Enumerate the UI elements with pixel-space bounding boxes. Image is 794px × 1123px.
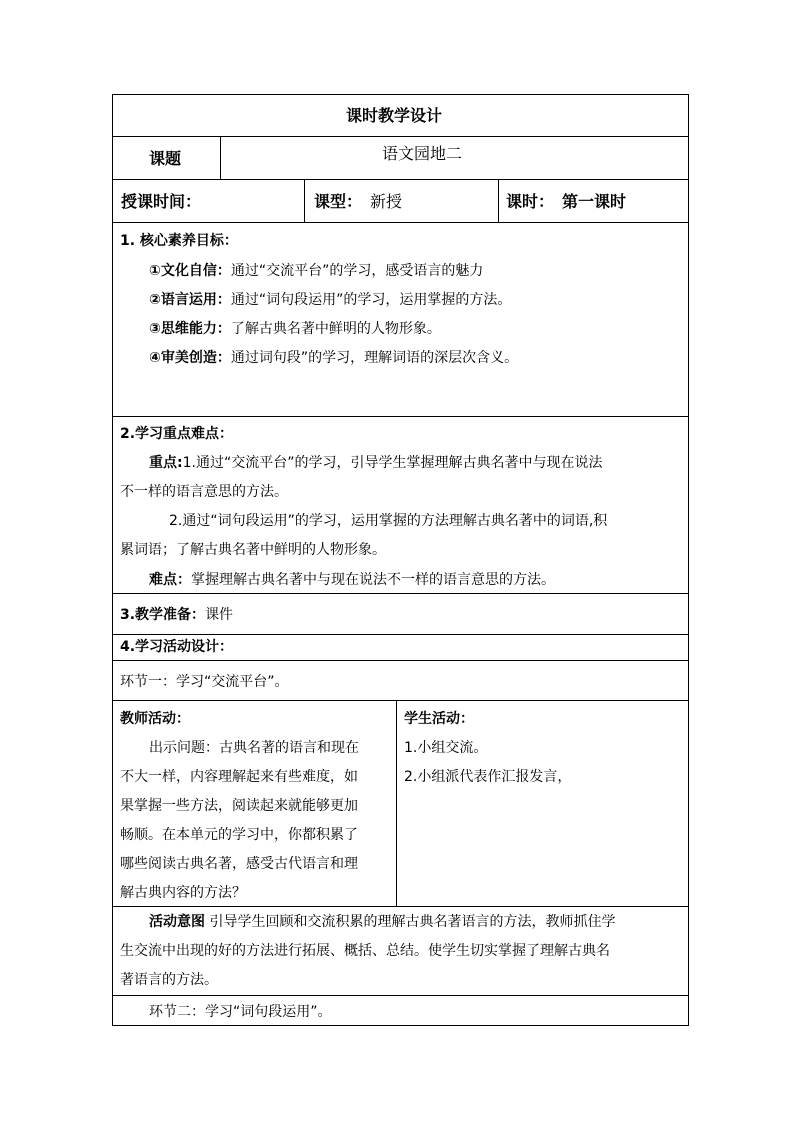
goal-text: 通过“词句段运用”的学习，运用掌握的方法。 (230, 292, 512, 308)
goal-item (149, 319, 441, 339)
focus-section (113, 417, 688, 594)
difficulty (149, 570, 555, 590)
intent-text: 生交流中出现的好的方法进行拓展、概括、总结。使学生切实掌握了理解古典名 (120, 943, 610, 959)
key-point-2: 2.通过“词句段运用”的学习，运用掌握的方法理解古典名著中的词语,积 (169, 513, 608, 529)
title-row (113, 95, 688, 137)
student-heading: 学生活动： (404, 711, 474, 727)
goal-text: 了解古典名著中鲜明的人物形象。 (230, 321, 441, 337)
teacher-heading: 教师活动： (120, 711, 190, 727)
intent-line (149, 912, 615, 932)
intent-label: 活动意图 (149, 914, 205, 930)
intent-text: 引导学生回顾和交流积累的理解古典名著语言的方法，教师抓住学 (209, 914, 616, 930)
teacher-line: 果掌握一些方法，阅读起来就能够更加 (120, 798, 358, 814)
period-value: 第一课时 (562, 192, 627, 211)
key-point-text: 不一样的语言意思的方法。 (120, 484, 288, 500)
period-label: 课时： (506, 192, 555, 211)
activities-row (113, 701, 688, 907)
teacher-line: 畅顺。在本单元的学习中，你都积累了 (120, 827, 358, 843)
topic-value: 语文园地二 (382, 144, 463, 163)
intent-row (113, 907, 688, 996)
lesson-info-row (113, 180, 688, 223)
student-item: 2.小组派代表作汇报发言， (404, 769, 572, 785)
column-divider (498, 180, 499, 222)
goals-section (113, 223, 688, 417)
type-label: 课型： (314, 192, 363, 211)
step2-title: 环节二：学习“词句段运用”。 (149, 1004, 332, 1020)
goal-label: ①文化自信： (149, 263, 231, 279)
key-label: 重点: (149, 455, 183, 471)
column-divider (304, 180, 305, 222)
step1-title-row (113, 661, 688, 701)
goal-label: ②语言运用： (149, 292, 231, 308)
lesson-plan-table (112, 94, 689, 1026)
key-point-text: 累词语；了解古典名著中鲜明的人物形象。 (120, 542, 386, 558)
goal-item (149, 261, 483, 281)
teacher-line: 不大一样，内容理解起来有些难度，如 (120, 769, 358, 785)
activity-design-row (113, 635, 688, 661)
goal-item (149, 290, 511, 310)
goal-label: ③思维能力： (149, 321, 231, 337)
goal-label: ④审美创造： (149, 350, 231, 366)
difficulty-text: 掌握理解古典名著中与现在说法不一样的语言意思的方法。 (191, 572, 555, 588)
goal-text: 通过“交流平台”的学习，感受语言的魅力 (230, 263, 484, 279)
goal-item (149, 348, 518, 368)
step2-title-row (113, 996, 688, 1025)
goal-text: 通过词句段”的学习，理解词语的深层次含义。 (230, 350, 519, 366)
key-point-1 (149, 453, 602, 473)
intent-text: 著语言的方法。 (120, 972, 218, 988)
focus-heading: 2.学习重点难点： (120, 426, 234, 442)
prep-value: 课件 (205, 607, 234, 623)
prep-line (120, 605, 233, 625)
column-divider (396, 701, 397, 906)
goals-heading: 1. 核心素养目标： (120, 233, 238, 249)
type-value: 新授 (370, 192, 403, 211)
difficulty-label: 难点： (149, 572, 191, 588)
step1-title: 环节一：学习“交流平台”。 (120, 674, 289, 690)
document-title: 课时教学设计 (346, 106, 443, 125)
topic-row (113, 137, 688, 180)
time-label: 授课时间： (121, 192, 202, 211)
teacher-line: 出示问题：古典名著的语言和现在 (149, 740, 359, 756)
column-divider (220, 137, 221, 179)
prep-label: 3.教学准备： (120, 607, 206, 623)
key-point-text: 1.通过“交流平台”的学习，引导学生掌握理解古典名著中与现在说法 (182, 455, 603, 471)
activity-design-label: 4.学习活动设计： (120, 639, 234, 655)
teacher-line: 解古典内容的方法？ (120, 885, 246, 901)
student-item: 1.小组交流。 (404, 740, 488, 756)
teacher-line: 哪些阅读古典名著，感受古代语言和理 (120, 856, 358, 872)
topic-label: 课题 (149, 149, 182, 168)
prep-row (113, 594, 688, 635)
